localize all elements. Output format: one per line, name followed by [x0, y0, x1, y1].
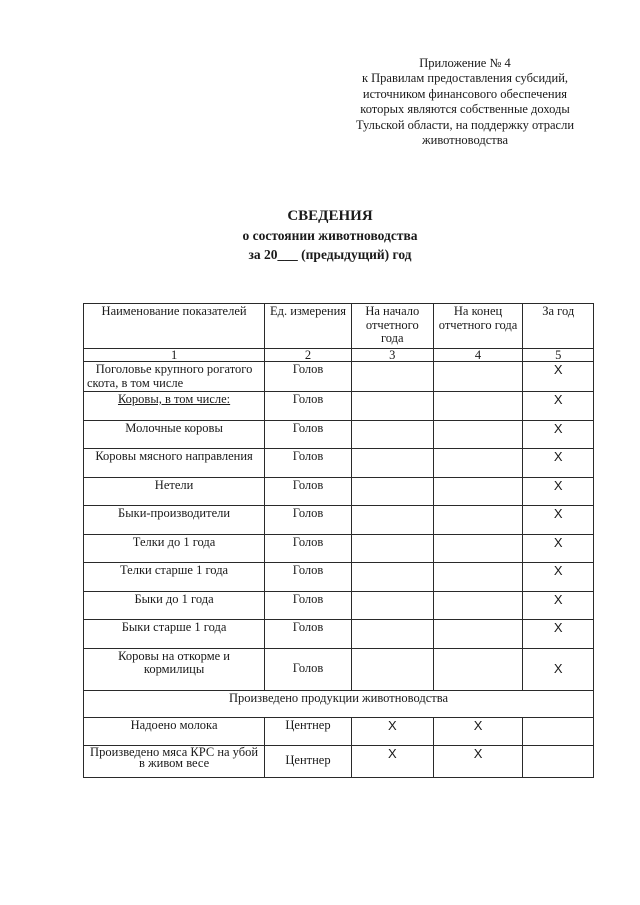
- unit-cell: Голов: [265, 477, 352, 506]
- indicator-name: Быки до 1 года: [84, 591, 265, 620]
- appendix-line: животноводства: [422, 133, 508, 148]
- indicator-name: Молочные коровы: [84, 420, 265, 449]
- unit-cell: Центнер: [265, 745, 352, 777]
- start-value-cell[interactable]: [351, 362, 433, 392]
- table-row: [84, 648, 594, 690]
- unit-cell: Голов: [265, 620, 352, 649]
- year-value-cell: X: [523, 362, 594, 392]
- appendix-line: источником финансового обеспечения: [362, 86, 568, 101]
- unit-cell: Голов: [265, 591, 352, 620]
- header-unit: Ед. измерения: [265, 304, 352, 349]
- header-period-end: На конец отчетного года: [433, 304, 523, 349]
- header-year: За год: [523, 304, 594, 349]
- column-number: 4: [433, 349, 523, 362]
- year-value-cell: X: [523, 620, 594, 649]
- end-value-cell: X: [433, 745, 523, 777]
- appendix-line: Тульской области, на поддержку отрасли: [355, 117, 575, 132]
- end-value-cell[interactable]: [433, 534, 523, 563]
- section-title: Произведено продукции животноводства: [84, 690, 594, 717]
- end-value-cell: X: [433, 717, 523, 745]
- start-value-cell[interactable]: [351, 534, 433, 563]
- start-value-cell[interactable]: [351, 563, 433, 592]
- unit-cell: Голов: [265, 648, 352, 690]
- indicator-name: Коровы, в том числе:: [84, 392, 265, 421]
- year-value-cell: X: [523, 392, 594, 421]
- unit-cell: Голов: [265, 392, 352, 421]
- unit-cell: Голов: [265, 449, 352, 478]
- column-number: 2: [265, 349, 352, 362]
- year-value-cell: X: [523, 648, 594, 690]
- header-indicator-name: Наименование показателей: [84, 304, 265, 349]
- table-row: [84, 477, 594, 506]
- year-value-cell: X: [523, 477, 594, 506]
- start-value-cell[interactable]: [351, 449, 433, 478]
- start-value-cell[interactable]: [351, 506, 433, 535]
- year-value-cell: X: [523, 591, 594, 620]
- year-value-cell: X: [523, 420, 594, 449]
- appendix-line: к Правилам предоставления субсидий,: [361, 71, 569, 86]
- end-value-cell[interactable]: [433, 591, 523, 620]
- start-value-cell[interactable]: [351, 591, 433, 620]
- end-value-cell[interactable]: [433, 620, 523, 649]
- end-value-cell[interactable]: [433, 506, 523, 535]
- table-row: [84, 745, 594, 777]
- end-value-cell[interactable]: [433, 648, 523, 690]
- table-row: [84, 717, 594, 745]
- indicator-name: Телки до 1 года: [84, 534, 265, 563]
- indicator-name: Произведено мяса КРС на убой в живом весе: [84, 745, 265, 777]
- year-value-cell[interactable]: [523, 745, 594, 777]
- indicator-name: Быки старше 1 года: [84, 620, 265, 649]
- title-period: за 20___ (предыдущий) год: [248, 247, 412, 262]
- end-value-cell[interactable]: [433, 477, 523, 506]
- year-value-cell: X: [523, 534, 594, 563]
- indicator-name: Коровы мясного направления: [84, 449, 265, 478]
- indicator-name: Быки-производители: [84, 506, 265, 535]
- table-row: [84, 506, 594, 535]
- title-subtitle: о состоянии животноводства: [242, 228, 418, 243]
- appendix-note: [330, 56, 600, 148]
- year-value-cell: X: [523, 563, 594, 592]
- table-row: [84, 534, 594, 563]
- end-value-cell[interactable]: [433, 420, 523, 449]
- start-value-cell[interactable]: [351, 420, 433, 449]
- end-value-cell[interactable]: [433, 392, 523, 421]
- unit-cell: Голов: [265, 506, 352, 535]
- end-value-cell[interactable]: [433, 449, 523, 478]
- year-value-cell: X: [523, 506, 594, 535]
- unit-cell: Голов: [265, 534, 352, 563]
- unit-cell: Голов: [265, 563, 352, 592]
- start-value-cell[interactable]: [351, 477, 433, 506]
- table-row: [84, 392, 594, 421]
- table-row: [84, 620, 594, 649]
- table-row: [84, 449, 594, 478]
- table-header-row: [84, 304, 594, 349]
- appendix-line: которых являются собственные доходы: [360, 102, 570, 117]
- section-header-row: [84, 690, 594, 717]
- table-row: [84, 591, 594, 620]
- start-value-cell: X: [351, 717, 433, 745]
- end-value-cell[interactable]: [433, 563, 523, 592]
- start-value-cell[interactable]: [351, 648, 433, 690]
- start-value-cell[interactable]: [351, 620, 433, 649]
- start-value-cell: X: [351, 745, 433, 777]
- document-title: [0, 206, 640, 264]
- column-number-row: [84, 349, 594, 362]
- end-value-cell[interactable]: [433, 362, 523, 392]
- appendix-line: Приложение № 4: [419, 56, 511, 70]
- indicator-name: Надоено молока: [84, 717, 265, 745]
- livestock-table: [83, 303, 594, 778]
- indicator-name: Нетели: [84, 477, 265, 506]
- indicator-name: Коровы на откорме и кормилицы: [84, 648, 265, 690]
- column-number: 3: [351, 349, 433, 362]
- table-row: [84, 420, 594, 449]
- unit-cell: Голов: [265, 362, 352, 392]
- start-value-cell[interactable]: [351, 392, 433, 421]
- column-number: 5: [523, 349, 594, 362]
- unit-cell: Голов: [265, 420, 352, 449]
- column-number: 1: [84, 349, 265, 362]
- unit-cell: Центнер: [265, 717, 352, 745]
- table-row: [84, 362, 594, 392]
- indicator-name: Телки старше 1 года: [84, 563, 265, 592]
- year-value-cell[interactable]: [523, 717, 594, 745]
- header-period-start: На начало отчетного года: [351, 304, 433, 349]
- year-value-cell: X: [523, 449, 594, 478]
- table-row: [84, 563, 594, 592]
- title-main: СВЕДЕНИЯ: [287, 208, 373, 224]
- indicator-name: Поголовье крупного рогатого скота, в том числе: [84, 362, 265, 392]
